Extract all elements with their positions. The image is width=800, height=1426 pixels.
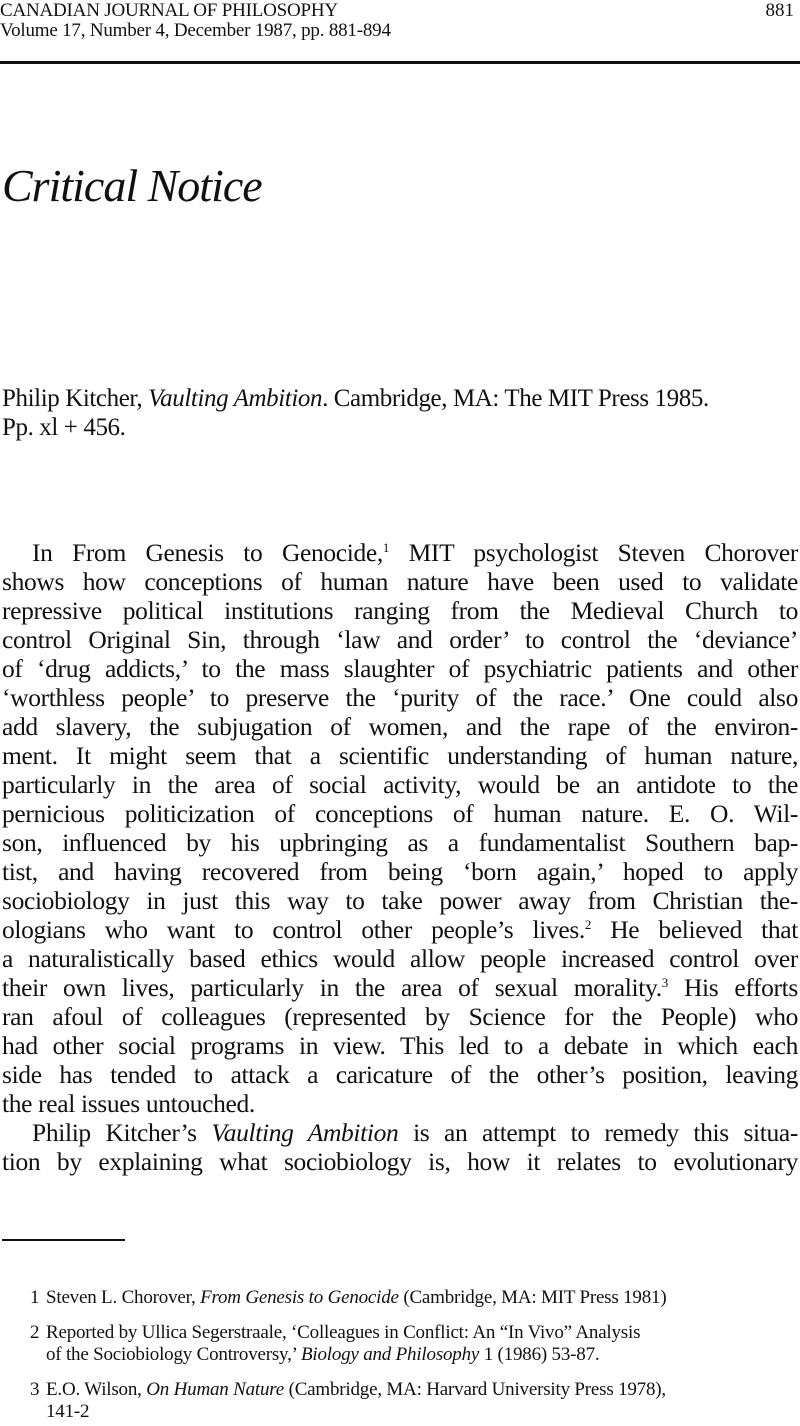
body-line: tist, and having recovered from being ‘born again,’ hoped to apply [2, 857, 798, 886]
body-line: son, influenced by his upbringing as a fundamentalist Southern bap- [2, 828, 798, 857]
body-line: side has tended to attack a caricature of the other’s position, leaving [2, 1060, 798, 1089]
body-line: had other social programs in view. This led to a debate in which each [2, 1031, 798, 1060]
body-line: ologians who want to control other people’s lives.$^2$ He believed that [2, 915, 798, 944]
volume-line: Volume 17, Number 4, December 1987, pp. 881-894 [0, 20, 391, 41]
body-line: sociobiology in just this way to take power away from Christian the- [2, 886, 798, 915]
footnote-ref-3[interactable]: 3 [661, 975, 668, 990]
body-line: repressive political institutions ranging from the Medieval Church to [2, 596, 798, 625]
body-line: control Original Sin, through ‘law and order’ to control the ‘deviance’ [2, 625, 798, 654]
footnote-number: 1 [30, 1287, 40, 1308]
body-line: In From Genesis to Genocide,$^1$ MIT psychologist Steven Chorover [32, 538, 798, 567]
footnote-number: 3 [30, 1379, 40, 1400]
body-line: their own lives, particularly in the area of sexual morality.$^3$ His efforts [2, 973, 798, 1002]
footnote-2-cont: of the Sociobiology Controversy,’ Biology and Philosophy 1 (1986) 53-87. [46, 1344, 600, 1365]
body-line: pernicious politicization of conceptions of human nature. E. O. Wil- [2, 799, 798, 828]
footnote-number: 2 [30, 1322, 40, 1343]
page-number: 881 [765, 0, 794, 21]
body-line: particularly in the area of social activity, would be an antidote to the [2, 770, 798, 799]
body-line: Philip Kitcher’s Vaulting Ambition is an attempt to remedy this situa- [32, 1118, 799, 1147]
body-line: ran afoul of colleagues (represented by Science for the People) who [2, 1002, 798, 1031]
body-line: shows how conceptions of human nature have been used to validate [2, 567, 798, 596]
section-title: Critical Notice [2, 160, 262, 211]
footnote-1: 1 Steven L. Chorover, From Genesis to Genocide (Cambridge, MA: MIT Press 1981) [30, 1287, 667, 1308]
body-line: ment. It might seem that a scientific understanding of human nature, [2, 741, 798, 770]
footnote-3: 3 E.O. Wilson, On Human Nature (Cambridge, MA: Harvard University Press 1978), [30, 1379, 666, 1400]
footnote-rule [2, 1239, 125, 1241]
citation-author: Philip Kitcher, [2, 385, 149, 412]
body-line: add slavery, the subjugation of women, and the rape of the environ- [2, 712, 798, 741]
footnote-ref-2[interactable]: 2 [584, 917, 592, 932]
body-line: tion by explaining what sociobiology is, how it relates to evolutionary [2, 1147, 798, 1176]
body-line: a naturalistically based ethics would allow people increased control over [2, 944, 798, 973]
footnote-3-cont: 141-2 [46, 1401, 90, 1422]
footnote-ref-1[interactable]: 1 [382, 540, 390, 555]
citation-pages: Pp. xl + 456. [2, 414, 126, 441]
body-line: of ‘drug addicts,’ to the mass slaughter of psychiatric patients and other [2, 654, 798, 683]
citation-publisher: . Cambridge, MA: The MIT Press 1985. [322, 385, 709, 412]
body-line: the real issues untouched. [2, 1089, 255, 1118]
citation-book-title: Vaulting Ambition [148, 385, 323, 412]
header-rule [0, 61, 800, 64]
footnote-2: 2 Reported by Ullica Segerstraale, ‘Colleagues in Conflict: An “In Vivo” Analysis [30, 1322, 641, 1343]
book-citation [2, 384, 709, 414]
body-line: ‘worthless people’ to preserve the ‘purity of the race.’ One could also [2, 683, 798, 712]
journal-name: CANADIAN JOURNAL OF PHILOSOPHY [0, 0, 338, 21]
book-title-ref: Vaulting Ambition [211, 1118, 399, 1147]
